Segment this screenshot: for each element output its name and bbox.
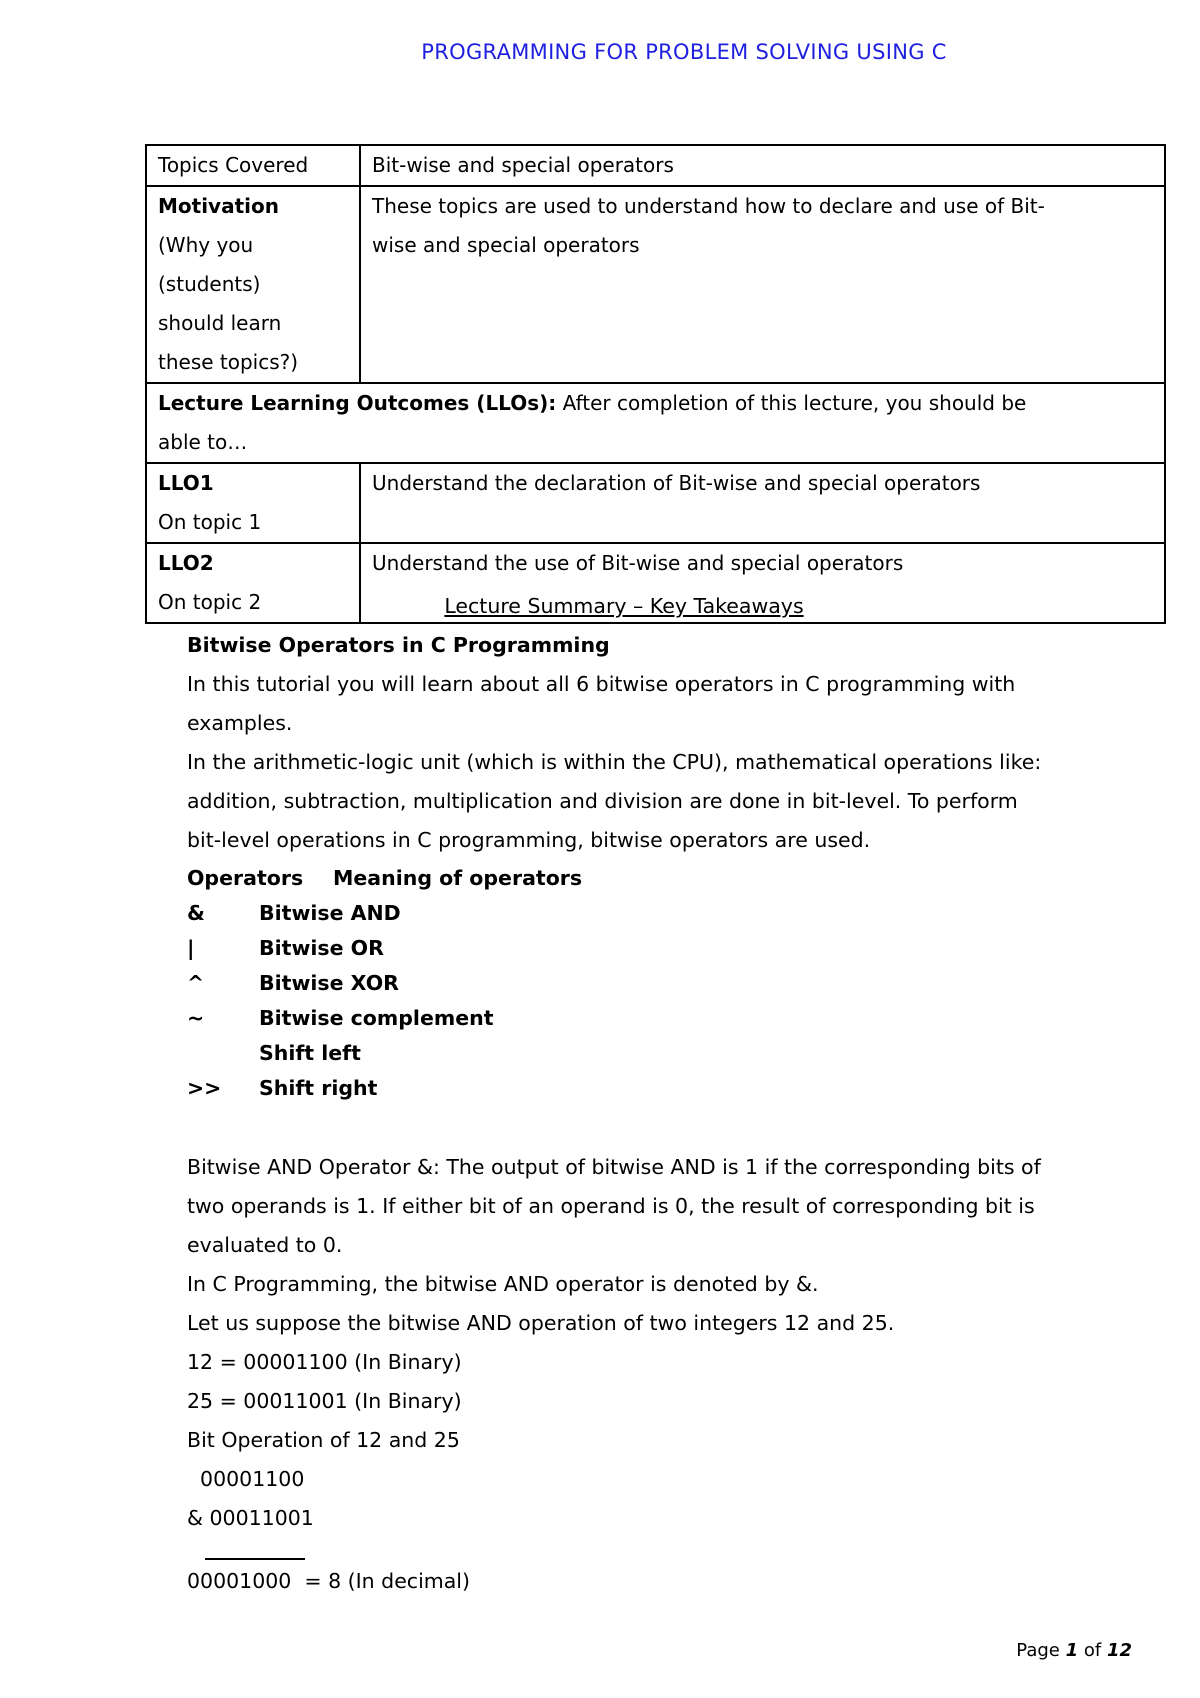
operator-row <box>187 1001 1147 1036</box>
motivation-value <box>360 186 1165 383</box>
motivation-sub-3: should learn <box>158 311 282 335</box>
topics-value: Bit-wise and special operators <box>360 145 1165 186</box>
llo-intro: After completion of this lecture, you should be <box>556 391 1027 415</box>
operator-row <box>187 966 1147 1001</box>
motivation-cell <box>146 186 360 383</box>
motivation-sub-4: these topics?) <box>158 350 299 374</box>
motivation-row <box>146 186 1165 383</box>
para1-line-1: In this tutorial you will learn about all 6 bitwise operators in C programming with <box>187 672 1016 696</box>
operators-header-col1: Operators <box>187 866 304 890</box>
para2-line-2: addition, subtraction, multiplication and division are done in bit-level. To perform <box>187 789 1018 813</box>
page-total: 12 <box>1106 1640 1132 1661</box>
para2-line-1: In the arithmetic-logic unit (which is within the CPU), mathematical operations like: <box>187 750 1042 774</box>
and-para-line-3: evaluated to 0. <box>187 1233 343 1257</box>
and-result: 00001000 = 8 (In decimal) <box>187 1569 470 1593</box>
operators-header <box>187 860 1147 896</box>
document-header: PROGRAMMING FOR PROBLEM SOLVING USING C <box>421 40 947 64</box>
operator-row <box>187 896 1147 931</box>
body-line: Let us suppose the bitwise AND operation of two integers 12 and 25. <box>187 1311 895 1335</box>
body-line: 25 = 00011001 (In Binary) <box>187 1389 462 1413</box>
llo-heading-row <box>146 383 1165 463</box>
llo2-value: Understand the use of Bit-wise and special operators <box>360 543 1165 623</box>
llo2-topic: On topic 2 <box>158 590 262 614</box>
operator-row <box>187 1071 1147 1106</box>
of-word: of <box>1078 1640 1107 1661</box>
operator-meaning: Bitwise AND <box>259 901 401 925</box>
llo1-cell <box>146 463 360 543</box>
operator-symbol <box>187 1036 259 1071</box>
summary-subtitle: Bitwise Operators in C Programming <box>187 633 610 657</box>
operator-row <box>187 931 1147 966</box>
operator-symbol: | <box>187 936 195 960</box>
and-para-line-2: two operands is 1. If either bit of an operand is 0, the result of corresponding bit is <box>187 1194 1035 1218</box>
operator-row <box>187 1036 1147 1071</box>
body-line: & 00011001 <box>187 1506 314 1530</box>
page-word: Page <box>1016 1640 1066 1661</box>
para2-line-3: bit-level operations in C programming, bitwise operators are used. <box>187 828 871 852</box>
body-line: 12 = 00001100 (In Binary) <box>187 1350 462 1374</box>
motivation-value-line-1: These topics are used to understand how to declare and use of Bit- <box>372 194 1045 218</box>
operator-meaning: Shift left <box>259 1041 361 1065</box>
operator-symbol: ^ <box>187 971 205 995</box>
llo-heading-cell <box>146 383 1165 463</box>
operator-meaning: Shift right <box>259 1076 378 1100</box>
llo1-label: LLO1 <box>158 471 214 495</box>
summary-title: Lecture Summary – Key Takeaways <box>444 594 804 618</box>
and-para-line-1: Bitwise AND Operator &: The output of bitwise AND is 1 if the corresponding bits of <box>187 1155 1041 1179</box>
page-number: 1 <box>1065 1640 1079 1661</box>
operator-meaning: Bitwise complement <box>259 1006 494 1030</box>
operators-list <box>187 860 1147 1106</box>
para1-line-2: examples. <box>187 711 293 735</box>
body-line: In C Programming, the bitwise AND operator is denoted by &. <box>187 1272 819 1296</box>
lecture-info-table <box>145 144 1166 624</box>
topics-label: Topics Covered <box>146 145 360 186</box>
sum-rule <box>205 1558 305 1560</box>
operator-symbol: & <box>187 901 205 925</box>
operator-symbol: ~ <box>187 1006 205 1030</box>
motivation-sub-1: (Why you <box>158 233 254 257</box>
motivation-value-line-2: wise and special operators <box>372 233 640 257</box>
operator-meaning: Bitwise XOR <box>259 971 399 995</box>
llo1-row <box>146 463 1165 543</box>
llo2-label: LLO2 <box>158 551 214 575</box>
lecture-summary <box>187 586 1147 1601</box>
body-line: 00001100 <box>187 1467 305 1491</box>
llo-intro-2: able to… <box>158 430 248 454</box>
llo1-topic: On topic 1 <box>158 510 262 534</box>
llo-heading: Lecture Learning Outcomes (LLOs): <box>158 391 557 415</box>
operator-meaning: Bitwise OR <box>259 936 384 960</box>
operators-header-col2: Meaning of operators <box>333 866 583 890</box>
body-line: Bit Operation of 12 and 25 <box>187 1428 460 1452</box>
page-footer <box>1016 1640 1132 1661</box>
topics-row <box>146 145 1165 186</box>
motivation-sub-2: (students) <box>158 272 261 296</box>
llo1-value: Understand the declaration of Bit-wise and special operators <box>360 463 1165 543</box>
motivation-label: Motivation <box>158 194 279 218</box>
operator-symbol: >> <box>187 1076 222 1100</box>
